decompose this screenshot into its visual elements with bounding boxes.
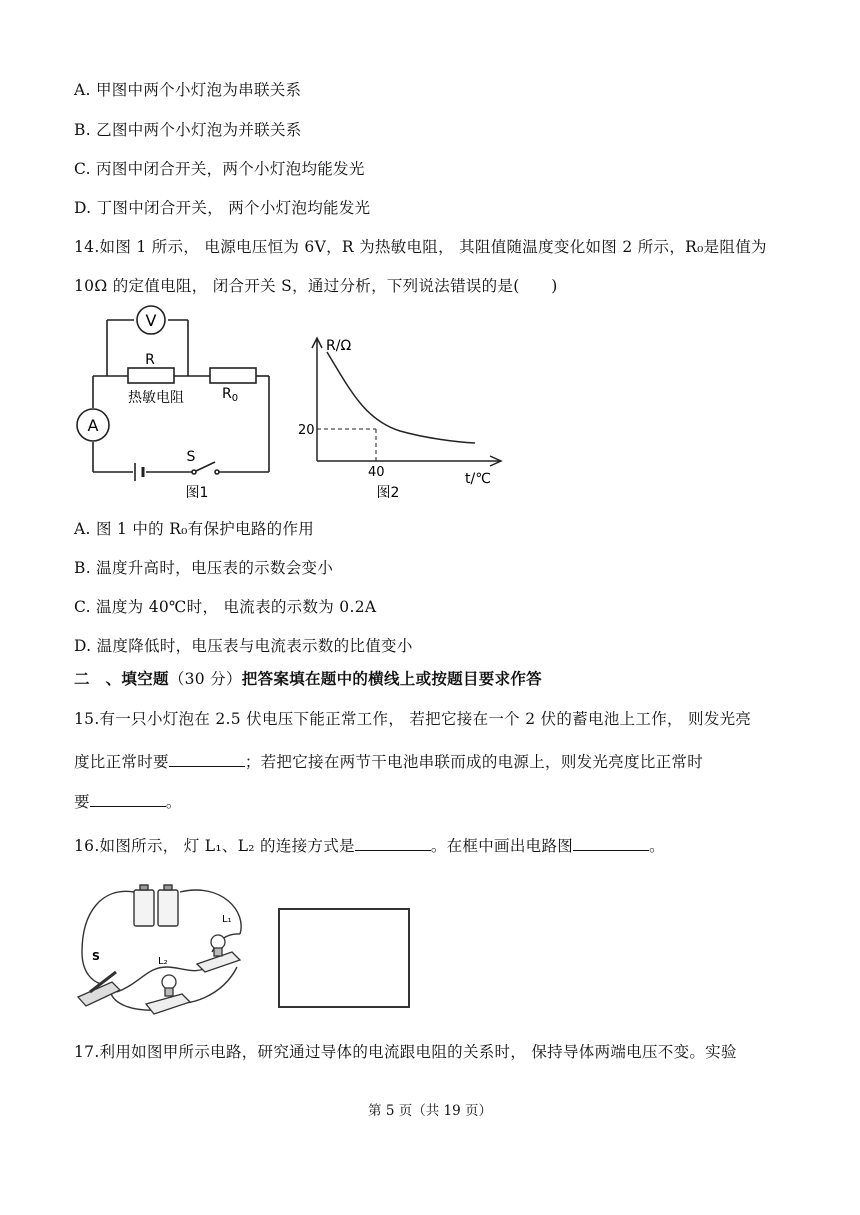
battery-cells [134,885,178,926]
q16-text-b: 。在框中画出电路图 [430,837,574,855]
section-number: 二 、填空题 [74,670,169,688]
fixed-resistor-label: $R_0$ [222,386,239,404]
q16-stem [74,834,665,856]
graph-y-tick: 20 [298,423,315,438]
q14-option-d: D. 温度降低时，电压表与电流表示数的比值变小 [74,637,413,655]
q16-circuit-photo [72,872,272,1022]
q14-option-a: A. 图 1 中的 R₀有保护电路的作用 [74,520,315,538]
thermistor-label: R [145,352,155,368]
q15-blank-1[interactable] [169,751,245,767]
q15-stem-line1: 15.有一只小灯泡在 2.5 伏电压下能正常工作， 若把它接在一个 2 伏的蓄电池上工作， 则发光亮 [74,710,752,728]
q15-stem-line2 [74,750,703,772]
lamp-l2 [146,975,190,1014]
q16-lamp2-label: L₂ [158,956,168,967]
q14-stem-line1: 14.如图 1 所示， 电源电压恒为 6V，R 为热敏电阻， 其阻值随温度变化如图 2 所示，R₀是阻值为 [74,238,767,256]
q16-blank-1[interactable] [355,835,431,851]
q15-text-2a: 度比正常时要 [74,753,169,771]
q13-option-c: C. 丙图中闭合开关，两个小灯泡均能发光 [74,160,365,178]
thermistor-symbol [128,368,174,383]
q13-option-d: D. 丁图中闭合开关， 两个小灯泡均能发光 [74,199,371,217]
q14-figure1-circuit [72,305,282,505]
voltmeter-label: V [145,311,157,330]
q16-switch-label: S [92,950,100,963]
q15-stem-line3 [74,790,182,812]
graph-y-label: R/Ω [326,338,352,354]
q14-stem-line2: 10Ω 的定值电阻， 闭合开关 S，通过分析，下列说法错误的是( ) [74,277,558,295]
circuit-drawing-box[interactable] [278,908,410,1008]
figure1-caption: 图1 [185,485,209,501]
switch-symbol [192,462,219,474]
q16-blank-2[interactable] [573,835,649,851]
q15-text-3a: 要 [74,793,90,811]
q16-text-a: 16.如图所示， 灯 L₁、L₂ 的连接方式是 [74,837,355,855]
graph-x-tick: 40 [368,465,385,480]
page-footer: 第 5 页（共 19 页） [368,1103,492,1119]
figure2-caption: 图2 [376,485,400,501]
q15-text-3b: 。 [165,793,182,811]
q14-option-c: C. 温度为 40℃时， 电流表的示数为 0.2A [74,598,377,616]
thermistor-note: 热敏电阻 [128,390,184,406]
q15-text-2b: ；若把它接在两节干电池串联而成的电源上，则发光亮度比正常时 [244,753,704,771]
battery-symbol [135,463,143,481]
q17-stem-line1: 17.利用如图甲所示电路，研究通过导体的电流跟电阻的关系时， 保持导体两端电压不变。实验 [74,1043,737,1061]
fixed-resistor-symbol [210,368,256,383]
q16-text-c: 。 [649,837,665,855]
q13-option-a: A. 甲图中两个小灯泡为串联关系 [74,81,302,99]
section-score: （30 分） [168,670,242,688]
lamp-l1 [197,935,240,972]
switch-label: S [186,449,196,465]
switch-component [78,972,120,1006]
q14-figure2-graph [290,330,515,505]
q16-lamp1-label: L₁ [222,914,232,925]
ammeter-label: A [87,416,99,435]
q14-option-b: B. 温度升高时，电压表的示数会变小 [74,559,334,577]
graph-x-label: t/℃ [465,471,491,487]
section-heading [74,667,542,689]
section-instruction: 把答案填在题中的横线上或按题目要求作答 [241,670,542,688]
q15-blank-2[interactable] [90,791,166,807]
q13-option-b: B. 乙图中两个小灯泡为并联关系 [74,121,302,139]
